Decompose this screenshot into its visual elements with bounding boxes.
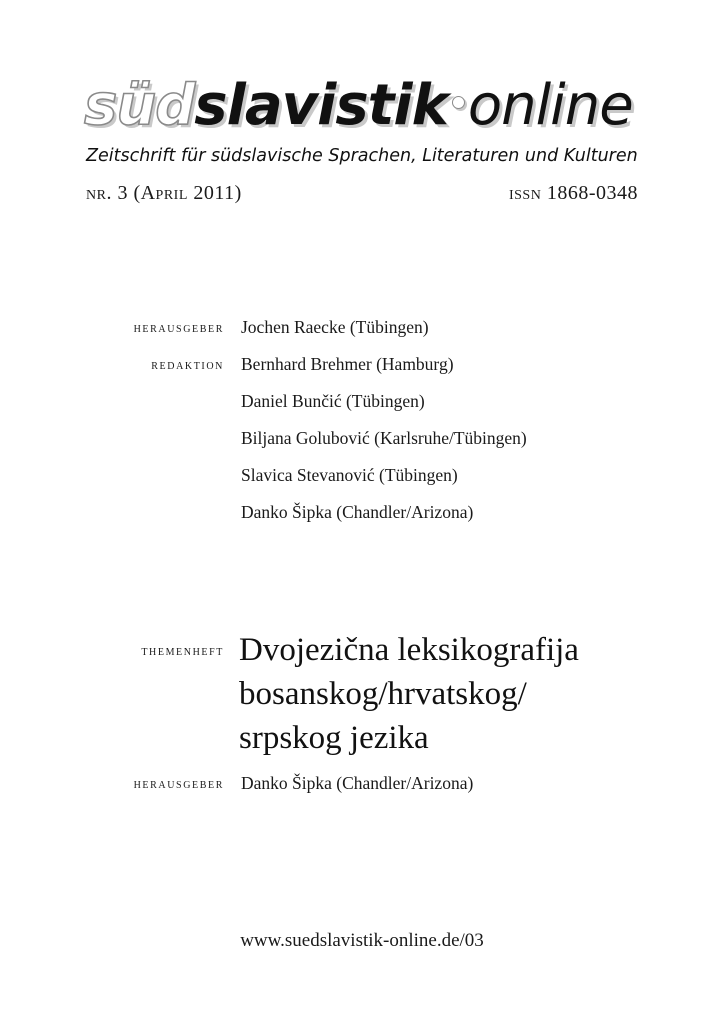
redaktion-member: Bernhard Brehmer (Hamburg) bbox=[241, 354, 454, 374]
themenheft-label: themenheft bbox=[141, 643, 224, 659]
theme-herausgeber-name: Danko Šipka (Chandler/Arizona) bbox=[241, 773, 474, 793]
journal-logo bbox=[84, 73, 633, 138]
themenheft-title bbox=[239, 628, 669, 760]
herausgeber-name: Jochen Raecke (Tübingen) bbox=[241, 317, 429, 337]
redaktion-member: Danko Šipka (Chandler/Arizona) bbox=[241, 502, 474, 522]
logo-dot-icon bbox=[452, 96, 465, 109]
redaktion-member: Biljana Golubović (Karlsruhe/Tübingen) bbox=[241, 428, 527, 448]
issn: issn 1868-0348 bbox=[508, 182, 638, 204]
journal-url[interactable]: www.suedslavistik-online.de/03 bbox=[240, 930, 484, 951]
herausgeber-label: herausgeber bbox=[133, 320, 224, 336]
title-line: Dvojezična leksikografija bbox=[239, 632, 579, 668]
journal-subtitle: Zeitschrift für südslavische Sprachen, Literaturen und Kulturen bbox=[86, 146, 638, 166]
redaktion-label: redaktion bbox=[151, 357, 224, 373]
logo-sud: süd bbox=[84, 73, 195, 138]
logo-online: online bbox=[467, 73, 633, 138]
theme-herausgeber-label: herausgeber bbox=[133, 776, 224, 792]
title-line: srpskog jezika bbox=[239, 720, 429, 756]
issue-number: nr. 3 (April 2011) bbox=[86, 182, 242, 204]
redaktion-member: Daniel Bunčić (Tübingen) bbox=[241, 391, 425, 411]
logo-slavistik: slavistik bbox=[194, 73, 448, 138]
redaktion-member: Slavica Stevanović (Tübingen) bbox=[241, 465, 458, 485]
title-line: bosanskog/hrvatskog/ bbox=[239, 676, 527, 712]
